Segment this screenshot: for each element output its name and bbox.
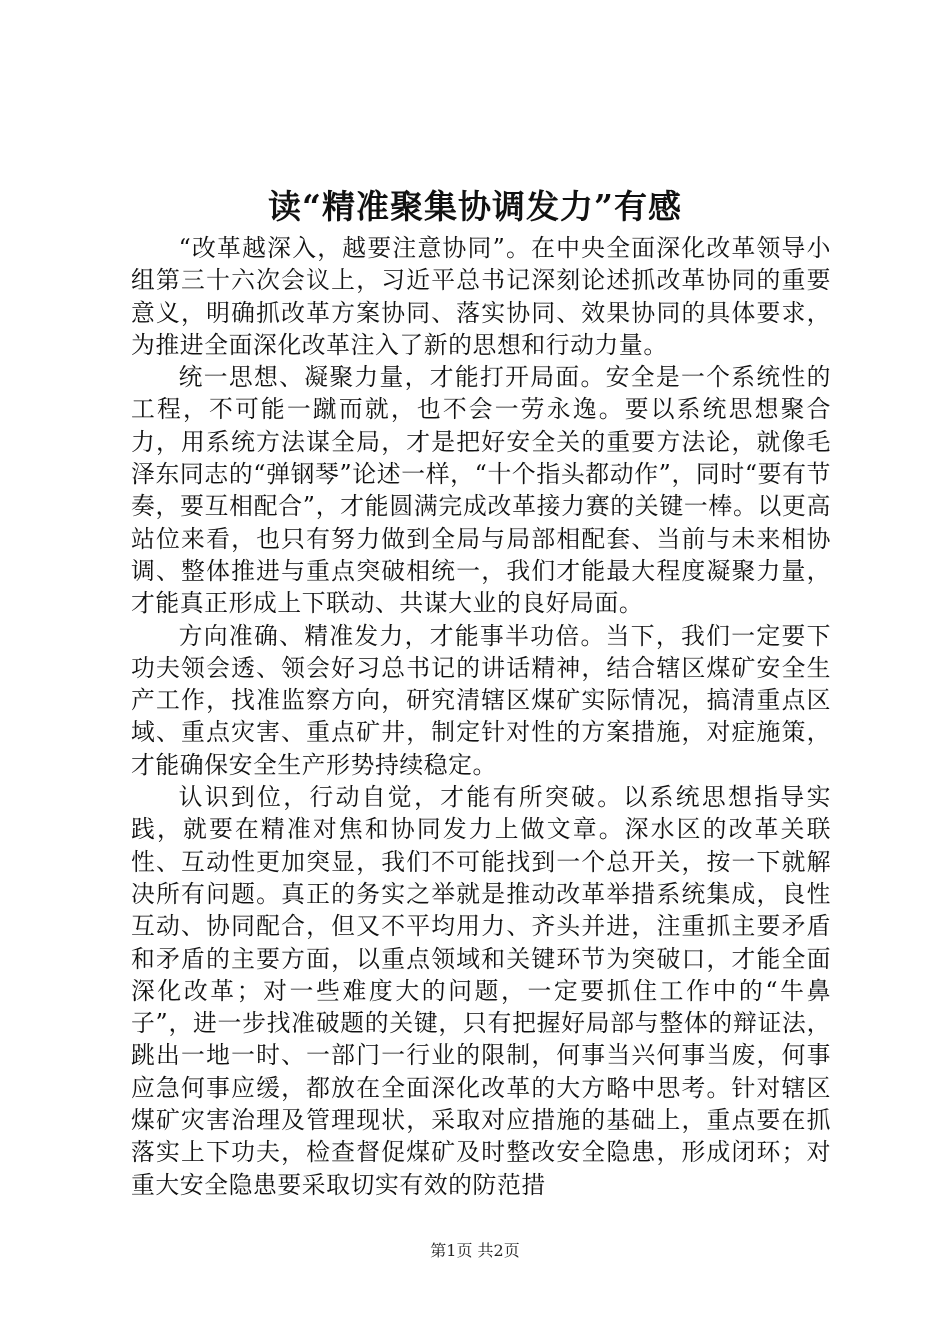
page-number-footer: 第1页 共2页 [430,1241,520,1260]
paragraph-4: 认识到位，行动自觉，才能有所突破。以系统思想指导实践，就要在精准对焦和协同发力上做文章。深水区的改革关联性、互动性更加突显，我们不可能找到一个总开关，按一下就解决所有问题。真正的务实之举就是推动改革举措系统集成，良性互动、协同配合，但又不平均用力、齐头并进，注重抓主要矛盾和矛盾的主要方面，以重点领域和关键环节为突破口，才能全面深化改革；对一些难度大的问题，一定要抓住工作中的“牛鼻子”，进一步找准破题的关键，只有把握好局部与整体的辩证法，跳出一地一时、一部门一行业的限制，何事当兴何事当废，何事应急何事应缓，都放在全面深化改革的大方略中思考。针对辖区煤矿灾害治理及管理现状，采取对应措施的基础上，重点要在抓落实上下功夫，检查督促煤矿及时整改安全隐患，形成闭环；对重大安全隐患要采取切实有效的防范措 [131,783,831,1199]
document-body [131,232,831,1201]
paragraph-1: “改革越深入，越要注意协同”。在中央全面深化改革领导小组第三十六次会议上，习近平总书记深刻论述抓改革协同的重要意义，明确抓改革方案协同、落实协同、效果协同的具体要求，为推进全面深化改革注入了新的思想和行动力量。 [131,234,831,359]
paragraph-2: 统一思想、凝聚力量，才能打开局面。安全是一个系统性的工程，不可能一蹴而就，也不会一劳永逸。要以系统思想聚合力，用系统方法谋全局，才是把好安全关的重要方法论，就像毛泽东同志的“弹钢琴”论述一样，“十个指头都动作”，同时“要有节奏，要互相配合”，才能圆满完成改革接力赛的关键一棒。以更高站位来看，也只有努力做到全局与局部相配套、当前与未来相协调、整体推进与重点突破相统一，我们才能最大程度凝聚力量，才能真正形成上下联动、共谋大业的良好局面。 [131,363,831,618]
document-title: 读“精准聚集协调发力”有感 [268,187,682,226]
paragraph-3: 方向准确、精准发力，才能事半功倍。当下，我们一定要下功夫领会透、领会好习总书记的讲话精神，结合辖区煤矿安全生产工作，找准监察方向，研究清辖区煤矿实际情况，搞清重点区域、重点灾害、重点矿井，制定针对性的方案措施，对症施策，才能确保安全生产形势持续稳定。 [131,621,831,779]
